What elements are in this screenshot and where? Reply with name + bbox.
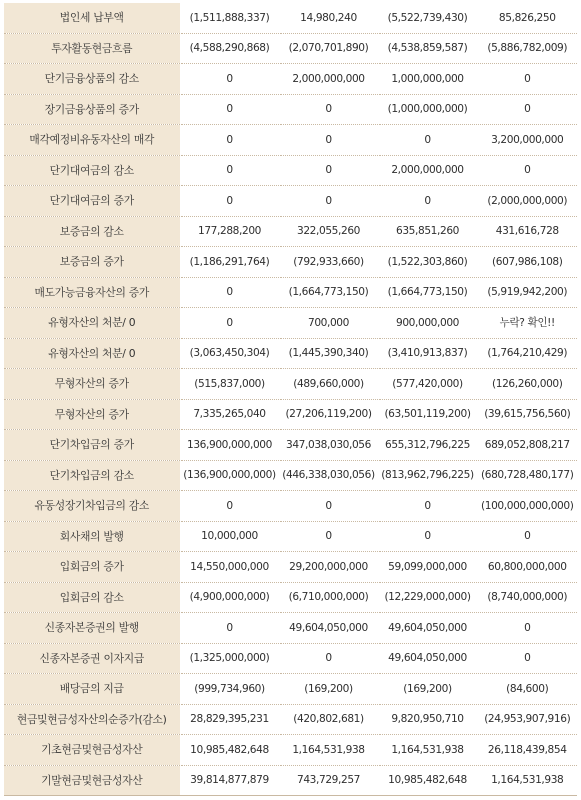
cell-value: 0 <box>180 277 279 308</box>
cell-value: (4,900,000,000) <box>180 582 279 613</box>
cell-value: (1,186,291,764) <box>180 247 279 278</box>
row-label: 기초현금및현금성자산 <box>4 735 180 766</box>
cell-value: (1,522,303,860) <box>378 247 477 278</box>
row-label: 매각예정비유동자산의 매각 <box>4 125 180 156</box>
cell-value: (577,420,000) <box>378 369 477 400</box>
row-label: 현금및현금성자산의순증가(감소) <box>4 704 180 735</box>
cell-value: 26,118,439,854 <box>477 735 577 766</box>
row-label: 입회금의 증가 <box>4 552 180 583</box>
cell-value: 0 <box>279 643 378 674</box>
cell-value: 1,164,531,938 <box>477 765 577 796</box>
cell-value: (1,664,773,150) <box>279 277 378 308</box>
cell-value: 0 <box>279 125 378 156</box>
cell-value: (169,200) <box>378 674 477 705</box>
cell-value: 누락? 확인!! <box>477 308 577 339</box>
cell-value: (8,740,000,000) <box>477 582 577 613</box>
cell-value: (136,900,000,000) <box>180 460 279 491</box>
table-row <box>4 613 577 644</box>
cell-value: 900,000,000 <box>378 308 477 339</box>
cell-value: 0 <box>279 186 378 217</box>
row-label: 보증금의 증가 <box>4 247 180 278</box>
cell-value: 322,055,260 <box>279 216 378 247</box>
cell-value: 49,604,050,000 <box>378 643 477 674</box>
row-label: 단기대여금의 감소 <box>4 155 180 186</box>
table-row <box>4 3 577 33</box>
row-label: 회사채의 발행 <box>4 521 180 552</box>
cell-value: (999,734,960) <box>180 674 279 705</box>
table-row <box>4 338 577 369</box>
cell-value: (2,070,701,890) <box>279 33 378 64</box>
cell-value: (126,260,000) <box>477 369 577 400</box>
cell-value: 0 <box>477 94 577 125</box>
cell-value: (27,206,119,200) <box>279 399 378 430</box>
cell-value: 60,800,000,000 <box>477 552 577 583</box>
cell-value: 85,826,250 <box>477 3 577 33</box>
cell-value: 0 <box>279 491 378 522</box>
cell-value: 49,604,050,000 <box>279 613 378 644</box>
cell-value: 2,000,000,000 <box>279 64 378 95</box>
cell-value: (4,538,859,587) <box>378 33 477 64</box>
cell-value: 136,900,000,000 <box>180 430 279 461</box>
cell-value: (5,522,739,430) <box>378 3 477 33</box>
row-label: 장기금융상품의 증가 <box>4 94 180 125</box>
cell-value: 0 <box>180 308 279 339</box>
cell-value: 635,851,260 <box>378 216 477 247</box>
row-label: 투자활동현금흐름 <box>4 33 180 64</box>
cell-value: 0 <box>477 613 577 644</box>
table-row <box>4 94 577 125</box>
table-row <box>4 460 577 491</box>
row-label: 법인세 납부액 <box>4 3 180 33</box>
table-row <box>4 674 577 705</box>
table-row <box>4 582 577 613</box>
cell-value: 29,200,000,000 <box>279 552 378 583</box>
cell-value: (84,600) <box>477 674 577 705</box>
cash-flow-table <box>4 3 577 796</box>
cell-value: (792,933,660) <box>279 247 378 278</box>
cell-value: 0 <box>378 521 477 552</box>
cell-value: 14,550,000,000 <box>180 552 279 583</box>
table-row <box>4 643 577 674</box>
cell-value: 431,616,728 <box>477 216 577 247</box>
cell-value: 0 <box>378 186 477 217</box>
cell-value: 0 <box>180 491 279 522</box>
row-label: 유형자산의 처분/ 0 <box>4 338 180 369</box>
cell-value: (169,200) <box>279 674 378 705</box>
row-label: 유형자산의 처분/ 0 <box>4 308 180 339</box>
table-row <box>4 64 577 95</box>
row-label: 무형자산의 증가 <box>4 399 180 430</box>
cell-value: 0 <box>279 94 378 125</box>
cell-value: (63,501,119,200) <box>378 399 477 430</box>
table-row <box>4 277 577 308</box>
table-row <box>4 369 577 400</box>
cell-value: 59,099,000,000 <box>378 552 477 583</box>
cell-value: 14,980,240 <box>279 3 378 33</box>
cell-value: 0 <box>477 521 577 552</box>
cell-value: 7,335,265,040 <box>180 399 279 430</box>
table-body <box>4 3 577 796</box>
cell-value: 0 <box>180 64 279 95</box>
table-row <box>4 704 577 735</box>
table-row <box>4 33 577 64</box>
cell-value: (4,588,290,868) <box>180 33 279 64</box>
table-row <box>4 247 577 278</box>
cell-value: 743,729,257 <box>279 765 378 796</box>
row-label: 보증금의 감소 <box>4 216 180 247</box>
cell-value: 0 <box>180 94 279 125</box>
table-row <box>4 186 577 217</box>
table-row <box>4 521 577 552</box>
cell-value: 28,829,395,231 <box>180 704 279 735</box>
cell-value: 700,000 <box>279 308 378 339</box>
table-row <box>4 216 577 247</box>
cell-value: (1,325,000,000) <box>180 643 279 674</box>
row-label: 단기차입금의 증가 <box>4 430 180 461</box>
row-label: 배당금의 지급 <box>4 674 180 705</box>
cell-value: 0 <box>279 521 378 552</box>
cell-value: (3,410,913,837) <box>378 338 477 369</box>
cell-value: 10,985,482,648 <box>180 735 279 766</box>
cell-value: (12,229,000,000) <box>378 582 477 613</box>
cell-value: 0 <box>378 125 477 156</box>
cell-value: 10,000,000 <box>180 521 279 552</box>
row-label: 유동성장기차입금의 감소 <box>4 491 180 522</box>
cell-value: (1,664,773,150) <box>378 277 477 308</box>
cell-value: 1,164,531,938 <box>279 735 378 766</box>
cell-value: (2,000,000,000) <box>477 186 577 217</box>
cell-value: 1,164,531,938 <box>378 735 477 766</box>
cell-value: 655,312,796,225 <box>378 430 477 461</box>
cell-value: 0 <box>477 155 577 186</box>
cell-value: 0 <box>180 186 279 217</box>
row-label: 기말현금및현금성자산 <box>4 765 180 796</box>
row-label: 무형자산의 증가 <box>4 369 180 400</box>
cell-value: 49,604,050,000 <box>378 613 477 644</box>
cell-value: (489,660,000) <box>279 369 378 400</box>
cell-value: 0 <box>477 643 577 674</box>
cell-value: (446,338,030,056) <box>279 460 378 491</box>
row-label: 신종자본증권의 발행 <box>4 613 180 644</box>
cell-value: (1,511,888,337) <box>180 3 279 33</box>
cell-value: (1,000,000,000) <box>378 94 477 125</box>
cell-value: (100,000,000,000) <box>477 491 577 522</box>
table-row <box>4 491 577 522</box>
table-row <box>4 735 577 766</box>
table-row <box>4 308 577 339</box>
table-row <box>4 430 577 461</box>
cell-value: 0 <box>180 613 279 644</box>
cell-value: (24,953,907,916) <box>477 704 577 735</box>
table-row <box>4 552 577 583</box>
cell-value: (515,837,000) <box>180 369 279 400</box>
row-label: 신종자본증권 이자지급 <box>4 643 180 674</box>
cell-value: 0 <box>378 491 477 522</box>
cell-value: 9,820,950,710 <box>378 704 477 735</box>
row-label: 단기차입금의 감소 <box>4 460 180 491</box>
cell-value: 689,052,808,217 <box>477 430 577 461</box>
row-label: 단기대여금의 증가 <box>4 186 180 217</box>
cell-value: 3,200,000,000 <box>477 125 577 156</box>
cell-value: 2,000,000,000 <box>378 155 477 186</box>
cell-value: 0 <box>477 64 577 95</box>
table-row <box>4 125 577 156</box>
cell-value: (813,962,796,225) <box>378 460 477 491</box>
table-row <box>4 155 577 186</box>
cell-value: (5,919,942,200) <box>477 277 577 308</box>
table-row <box>4 765 577 796</box>
row-label: 매도가능금융자산의 증가 <box>4 277 180 308</box>
cell-value: (39,615,756,560) <box>477 399 577 430</box>
cell-value: (420,802,681) <box>279 704 378 735</box>
cell-value: (3,063,450,304) <box>180 338 279 369</box>
cell-value: 10,985,482,648 <box>378 765 477 796</box>
cell-value: (1,764,210,429) <box>477 338 577 369</box>
cell-value: (1,445,390,340) <box>279 338 378 369</box>
row-label: 단기금융상품의 감소 <box>4 64 180 95</box>
cell-value: 0 <box>180 125 279 156</box>
row-label: 입회금의 감소 <box>4 582 180 613</box>
cell-value: 177,288,200 <box>180 216 279 247</box>
cell-value: 0 <box>279 155 378 186</box>
cell-value: 1,000,000,000 <box>378 64 477 95</box>
cell-value: 39,814,877,879 <box>180 765 279 796</box>
table-row <box>4 399 577 430</box>
cell-value: 347,038,030,056 <box>279 430 378 461</box>
cell-value: 0 <box>180 155 279 186</box>
cell-value: (607,986,108) <box>477 247 577 278</box>
cell-value: (6,710,000,000) <box>279 582 378 613</box>
cash-flow-table-container <box>4 3 577 797</box>
cell-value: (680,728,480,177) <box>477 460 577 491</box>
cell-value: (5,886,782,009) <box>477 33 577 64</box>
